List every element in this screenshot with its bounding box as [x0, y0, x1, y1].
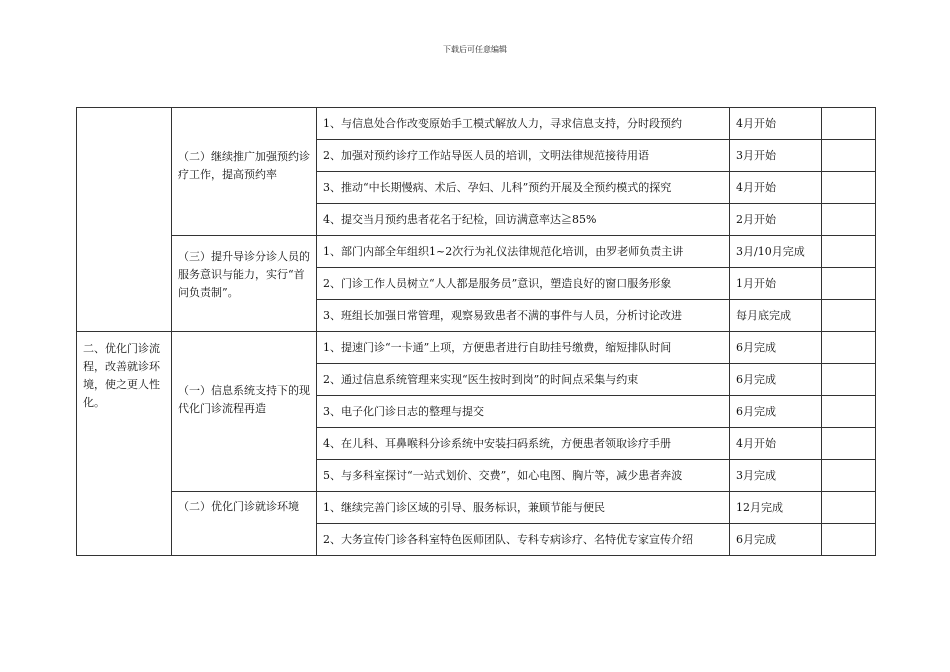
page-header: 下载后可任意编辑: [443, 45, 507, 54]
measure-cell: （二）继续推广加强预约诊疗工作，提高预约率: [172, 108, 317, 236]
task-cell: 1、与信息处合作改变原始手工模式解放人力，寻求信息支持，分时段预约: [317, 108, 730, 140]
time-cell: 3月完成: [730, 460, 822, 492]
task-cell: 1、继续完善门诊区域的引导、服务标识，兼顾节能与便民: [317, 492, 730, 524]
task-cell: 4、提交当月预约患者花名于纪检，回访满意率达≧85%: [317, 204, 730, 236]
note-cell: [822, 204, 876, 236]
time-cell: 3月开始: [730, 140, 822, 172]
table-row: [77, 236, 876, 268]
task-cell: 2、加强对预约诊疗工作站导医人员的培训，文明法律规范接待用语: [317, 140, 730, 172]
time-cell: 每月底完成: [730, 300, 822, 332]
measure-cell: （三）提升导诊分诊人员的服务意识与能力，实行“首问负责制”。: [172, 236, 317, 332]
task-cell: 3、电子化门诊日志的整理与提交: [317, 396, 730, 428]
time-cell: 6月完成: [730, 364, 822, 396]
time-cell: 3月/10月完成: [730, 236, 822, 268]
measure-cell: （二）优化门诊就诊环境: [172, 492, 317, 556]
task-cell: 2、通过信息系统管理来实现“医生按时到岗”的时间点采集与约束: [317, 364, 730, 396]
task-cell: 1、提速门诊“一卡通”上项，方便患者进行自助挂号缴费，缩短排队时间: [317, 332, 730, 364]
task-cell: 3、班组长加强日常管理，观察易致患者不满的事件与人员，分析讨论改进: [317, 300, 730, 332]
time-cell: 4月开始: [730, 428, 822, 460]
note-cell: [822, 140, 876, 172]
task-cell: 2、大务宣传门诊各科室特色医师团队、专科专病诊疗、名特优专家宣传介绍: [317, 524, 730, 556]
time-cell: 2月开始: [730, 204, 822, 236]
table-row: [77, 332, 876, 364]
note-cell: [822, 108, 876, 140]
task-cell: 1、部门内部全年组织1~2次行为礼仪法律规范化培训，由罗老师负责主讲: [317, 236, 730, 268]
measure-cell: （一）信息系统支持下的现代化门诊流程再造: [172, 332, 317, 492]
note-cell: [822, 460, 876, 492]
note-cell: [822, 492, 876, 524]
time-cell: 12月完成: [730, 492, 822, 524]
goal-cell: [77, 108, 172, 332]
note-cell: [822, 332, 876, 364]
task-cell: 2、门诊工作人员树立“人人都是服务员”意识，塑造良好的窗口服务形象: [317, 268, 730, 300]
note-cell: [822, 524, 876, 556]
time-cell: 4月开始: [730, 108, 822, 140]
time-cell: 4月开始: [730, 172, 822, 204]
note-cell: [822, 396, 876, 428]
goal-cell: 二、优化门诊流程，改善就诊环境，使之更人性化。: [77, 332, 172, 556]
time-cell: 6月完成: [730, 396, 822, 428]
table-row: [77, 492, 876, 524]
task-cell: 3、推动“中长期慢病、术后、孕妇、儿科”预约开展及全预约模式的探究: [317, 172, 730, 204]
note-cell: [822, 172, 876, 204]
note-cell: [822, 300, 876, 332]
time-cell: 6月完成: [730, 332, 822, 364]
time-cell: 6月完成: [730, 524, 822, 556]
note-cell: [822, 236, 876, 268]
note-cell: [822, 364, 876, 396]
note-cell: [822, 428, 876, 460]
task-cell: 4、在儿科、耳鼻喉科分诊系统中安装扫码系统，方便患者领取诊疗手册: [317, 428, 730, 460]
note-cell: [822, 268, 876, 300]
time-cell: 1月开始: [730, 268, 822, 300]
task-cell: 5、与多科室探讨“一站式划价、交费”，如心电图、胸片等，减少患者奔波: [317, 460, 730, 492]
work-plan-table: [76, 107, 876, 556]
table-row: [77, 108, 876, 140]
